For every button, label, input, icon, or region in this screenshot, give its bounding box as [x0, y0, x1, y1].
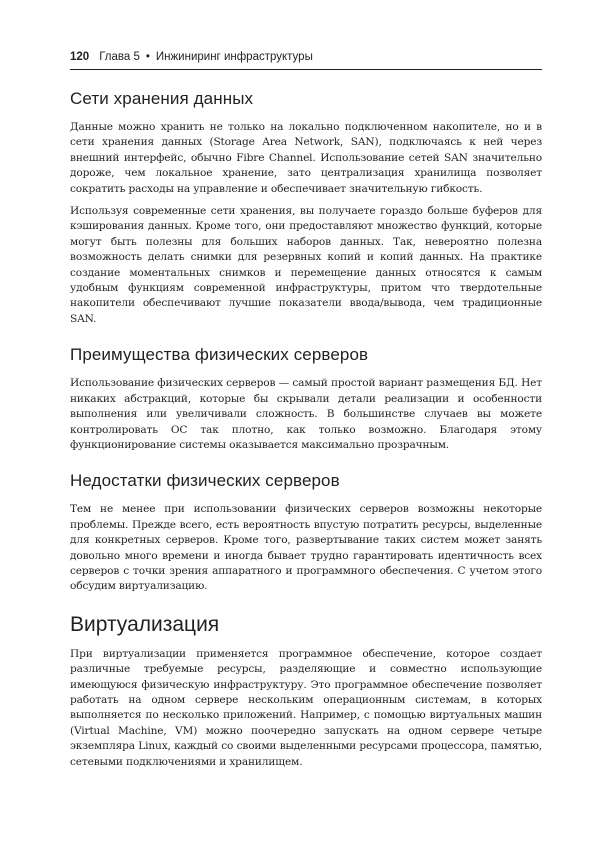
section-physical-server-advantages: [70, 344, 542, 453]
running-head: [70, 49, 542, 69]
paragraph: При виртуализации применяется программное обеспечение, которое создает различные требуемые ресурсы, разделяющие и совместно использующие имеющуюся физическую инфраструктуру. Это программное обеспечение позволяет работать на одном сервере нескольким операционным системам, в которых выполняется по несколько приложений. Например, с помощью виртуальных машин (Virtual Machine, VM) можно поочередно запускать на одном сервере четыре экземпляра Linux, каждый со своими выделенными ресурсами процессора, памятью, сетевыми подключениями и хранилищем.: [70, 647, 542, 768]
header-bullet: •: [145, 51, 150, 63]
paragraph: Используя современные сети хранения, вы получаете гораздо больше буферов для кэширования данных. Кроме того, они предоставляют множество функций, которые могут быть полезны для больших наборов данных. Так, невероятно полезна возможность делать снимки для резервных копий и копий данных. На практике создание моментальных снимков и перемещение данных относятся к самым удобным функциям современной инфраструктуры, притом что твердотельные накопители обеспечивают лучшие показатели ввода/вывода, чем традиционные SAN.: [70, 205, 542, 325]
section-heading: Преимущества физических серверов: [70, 345, 369, 365]
chapter-label: Глава 5: [99, 51, 140, 63]
paragraph: Использование физических серверов — самый простой вариант размещения БД. Нет никаких абстракций, которые бы скрывали детали реализации и особенности выполнения или увеличивали сложность. В большинстве случаев вы можете контролировать ОС так плотно, как только возможно. Благодаря этому функционирование системы оказывается максимально прозрачным.: [70, 377, 542, 451]
page-content: [70, 88, 542, 777]
section-virtualization: [70, 612, 542, 770]
page-number: 120: [70, 51, 90, 63]
section-heading: Недостатки физических серверов: [70, 471, 340, 491]
section-storage-networks: [70, 88, 542, 327]
section-physical-server-drawbacks: [70, 470, 542, 594]
paragraph: Тем не менее при использовании физических серверов возможны некоторые проблемы. Прежде всего, есть вероятность впустую потратить ресурсы, выделенные для конкретных серверов. Кроме того, развертывание таких систем может занять довольно много времени и иногда бывает трудно гарантировать идентичность всех серверов с точки зрения аппаратного и программного обеспечения. С учетом этого обсудим виртуализацию.: [70, 503, 542, 593]
chapter-title: Инжиниринг инфраструктуры: [155, 51, 313, 63]
paragraph: Данные можно хранить не только на локально подключенном накопителе, но и в сети хранения данных (Storage Area Network, SAN), подключаясь к ней через внешний интерфейс, обычно Fibre Channel. Использование сетей SAN значительно дороже, чем локальное хранение, зато централизация хранилища позволяет сократить расходы на управление и обеспечивает значительную гибкость.: [70, 121, 542, 195]
section-heading: Виртуализация: [70, 612, 220, 636]
header-rule: [70, 69, 542, 70]
section-heading: Сети хранения данных: [70, 89, 254, 108]
